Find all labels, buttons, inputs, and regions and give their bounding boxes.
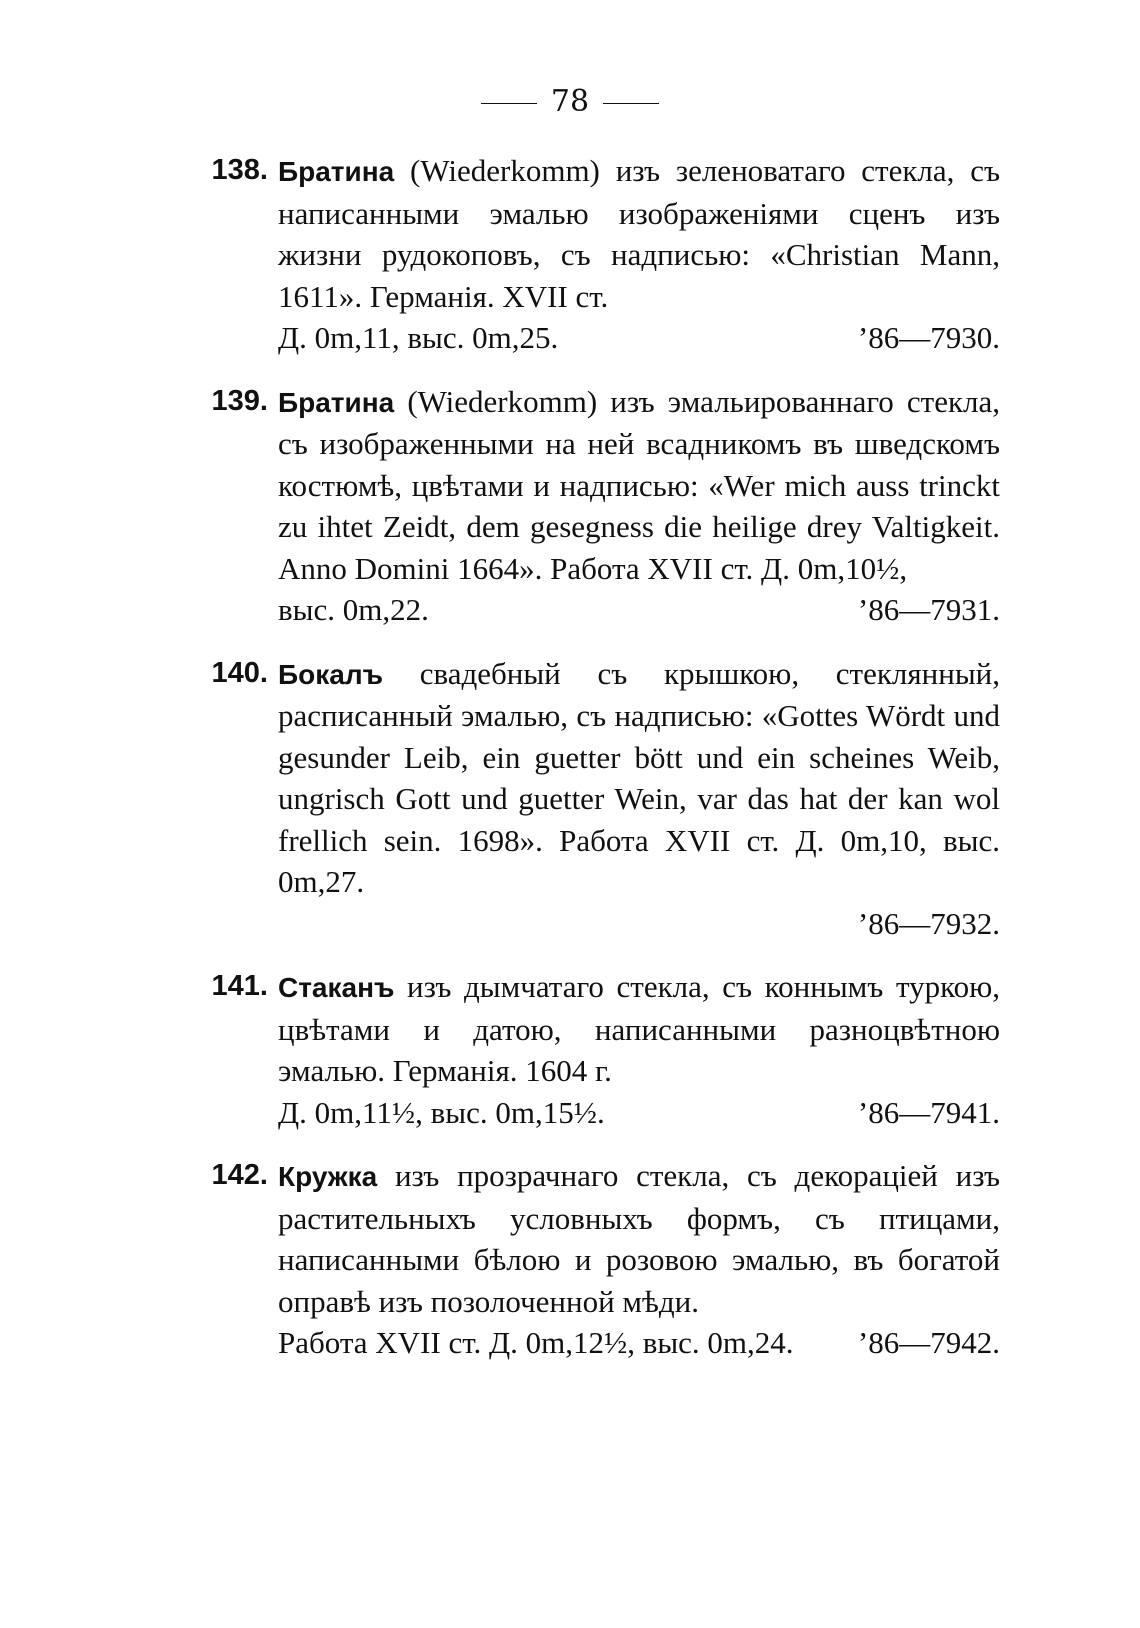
catalog-entry-138 (211, 150, 1000, 359)
entry-description: (Wiederkomm) изъ зеленоватаго стекла, съ написанными эмалью изображеніями сценъ изъ жизни рудокоповъ, съ надписью: «Christian Mann, 1611». Германія. XVII ст. (278, 153, 1000, 314)
entry-last-line (278, 1092, 1000, 1134)
catalog-entry-141 (211, 966, 1000, 1133)
entry-inventory-number: ’86—7930. (857, 320, 1000, 355)
entry-description: изъ дымчатаго стекла, съ коннымъ туркою, цвѣтами и датою, написанными разноцвѣтною эмалью. Германія. 1604 г. (278, 969, 1000, 1088)
entry-title: Стаканъ (278, 972, 395, 1003)
entry-title: Братина (278, 386, 395, 418)
header-rule-right (603, 103, 659, 104)
catalog-entry-140 (211, 653, 1000, 945)
entry-last-line (278, 1322, 1000, 1364)
entry-title: Братина (278, 156, 395, 187)
catalog-entry-139 (211, 381, 1000, 631)
entry-dimensions: Работа XVII ст. Д. 0m,12½, выс. 0m,24. (278, 1325, 794, 1360)
page-header (0, 82, 1140, 122)
entry-inventory-number: ’86—7931. (857, 592, 1000, 627)
entry-description: изъ прозрачнаго стекла, съ декораціей изъ растительныхъ условныхъ формъ, съ птицами, написанными бѣлою и розовою эмалью, въ богатой оправѣ изъ позолоченной мѣди. (278, 1158, 1000, 1319)
entry-number: 141. (211, 970, 268, 1002)
entry-last-line (278, 903, 1000, 945)
entry-description: (Wiederkomm) изъ эмальированнаго стекла, съ изображенными на ней всадникомъ въ шведскомъ костюмѣ, цвѣтами и надписью: «Wer mich auss trinckt zu ihtet Zeidt, dem gesegness die heilige drey Valtigkeit. Anno Domini 1664». Работа XVII ст. Д. 0m,10½, (278, 383, 1000, 586)
entry-title: Кружка (278, 1161, 378, 1192)
entry-last-line (278, 317, 1000, 359)
entry-number: 138. (211, 154, 268, 186)
entry-inventory-number: ’86—7941. (857, 1094, 1000, 1130)
catalog-entry-142 (211, 1155, 1000, 1364)
entry-dimensions: Д. 0m,11, выс. 0m,25. (278, 320, 559, 355)
page-number: 78 (550, 84, 590, 119)
entry-inventory-number: ’86—7932. (857, 905, 1000, 941)
entry-dimensions: выс. 0m,22. (278, 592, 429, 627)
entry-last-line (278, 589, 1000, 631)
entry-number: 142. (211, 1159, 268, 1191)
header-rule-left (481, 103, 537, 104)
entry-number: 139. (211, 384, 268, 417)
catalog-entries (0, 150, 1140, 1386)
entry-title: Бокалъ (278, 658, 384, 690)
entry-description: свадебный съ крышкою, стеклянный, расписанный эмалью, съ надписью: «Gottes Wördt und gesunder Leib, ein guetter bött und ein scheines Weib, ungrisch Gott und guetter Wein, var das hat der kan wol frellich sein. 1698». Работа XVII ст. Д. 0m,10, выс. 0m,27. (278, 655, 1000, 899)
entry-dimensions: Д. 0m,11½, выс. 0m,15½. (278, 1094, 605, 1130)
entry-number: 140. (211, 656, 268, 689)
entry-inventory-number: ’86—7942. (857, 1325, 1000, 1360)
